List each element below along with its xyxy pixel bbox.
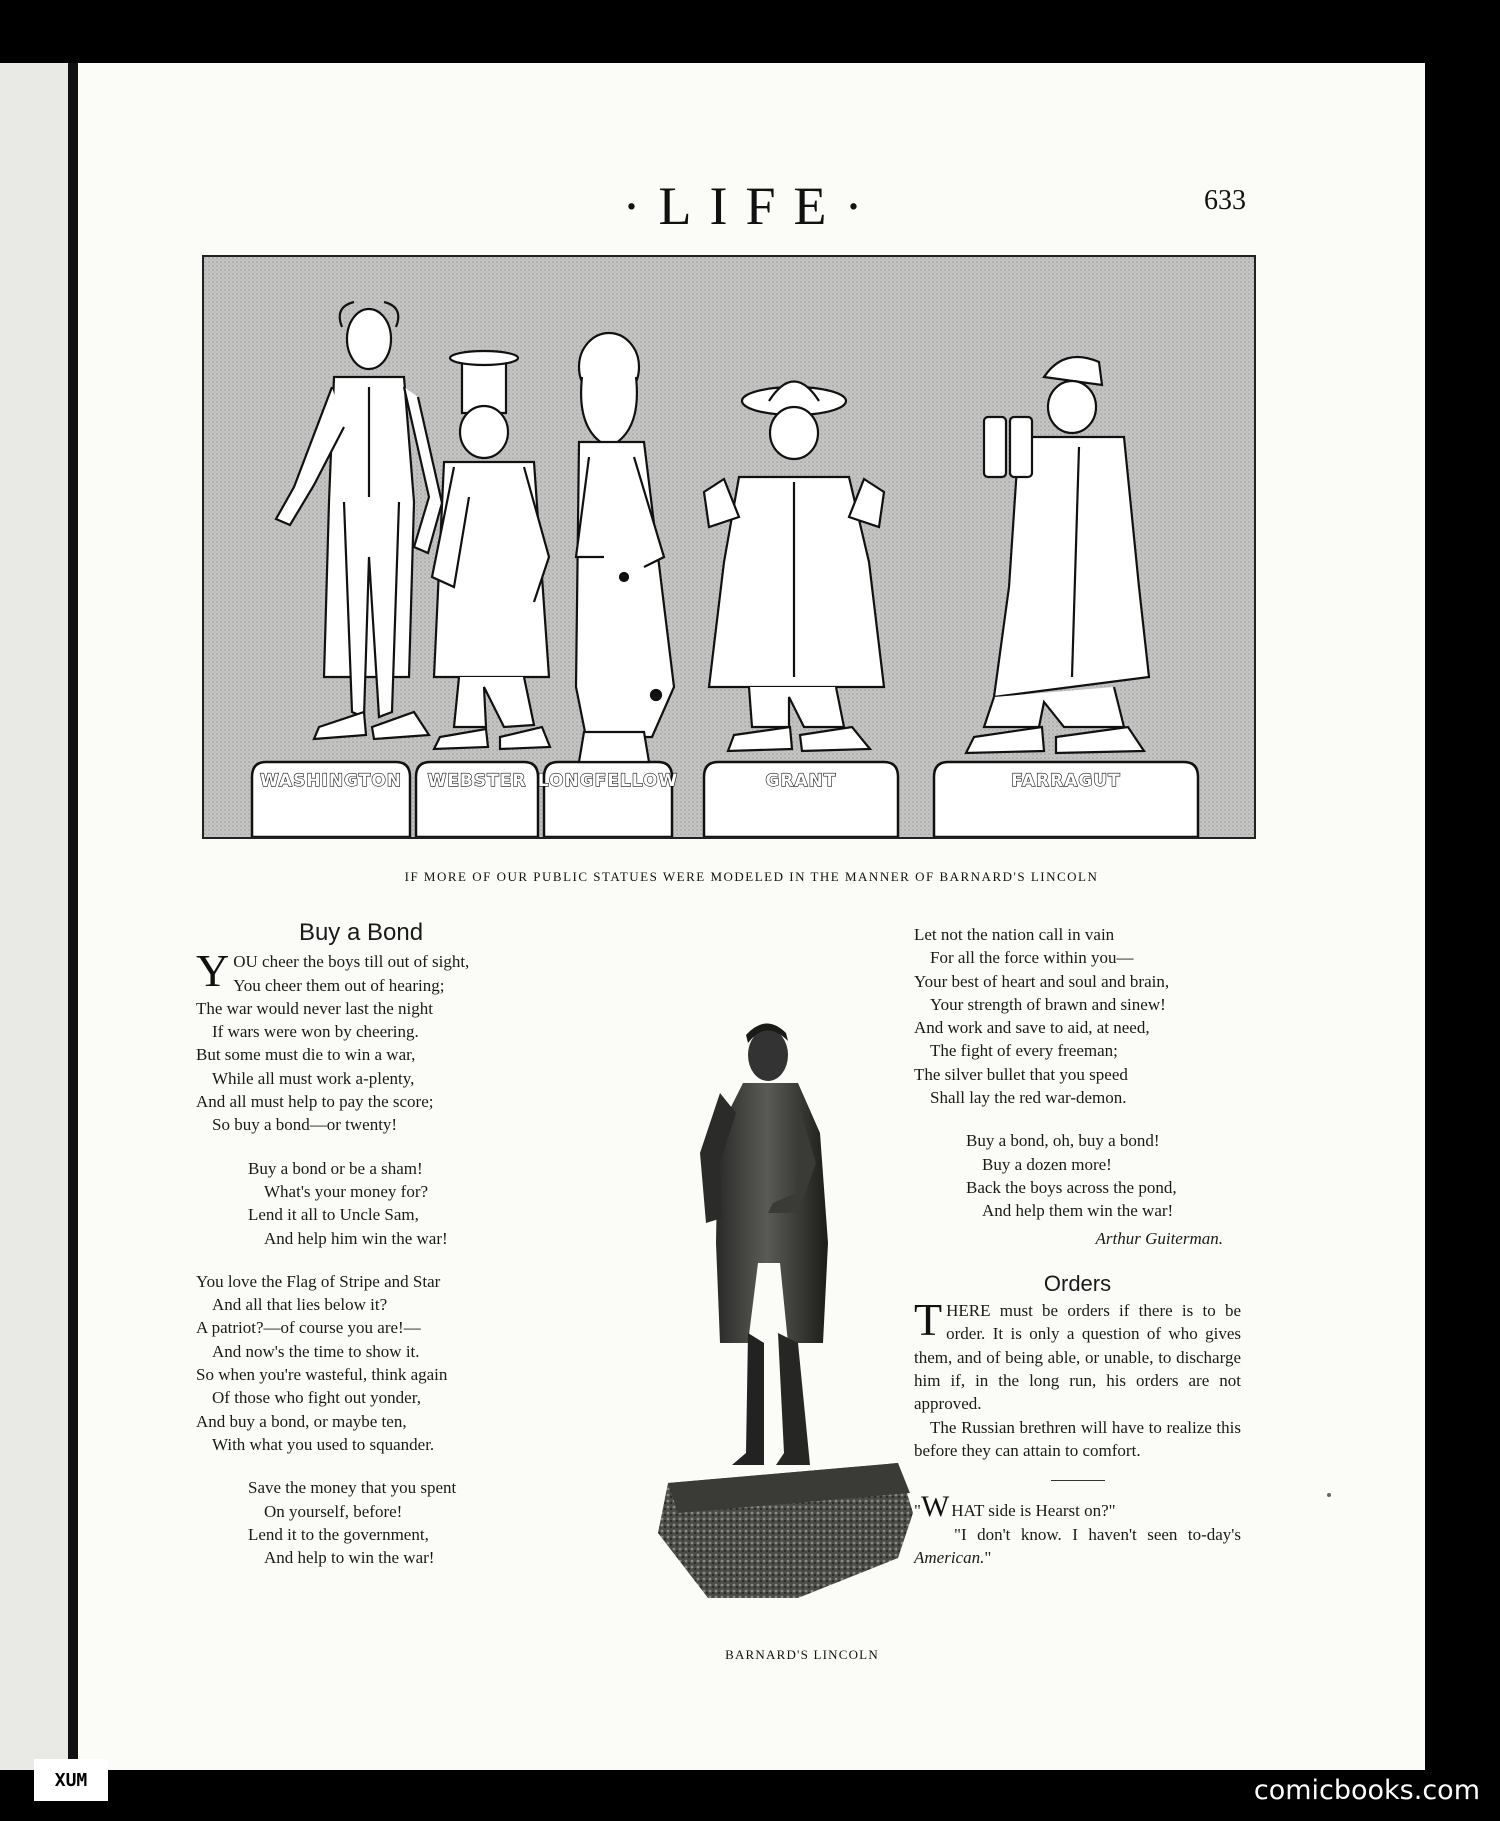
poem-line: So buy a bond—or twenty! — [212, 1115, 398, 1135]
poem-line: The silver bullet that you speed — [914, 1064, 1128, 1084]
poem-line: Buy a bond, oh, buy a bond! — [966, 1131, 1160, 1151]
scan-tag: XUM — [34, 1759, 108, 1801]
hearst-joke — [914, 1490, 1241, 1569]
joke-dropcap: W — [920, 1490, 950, 1524]
poem-line: The fight of every freeman; — [930, 1041, 1118, 1061]
cartoon-illustration — [204, 257, 1254, 837]
poem-line: Your strength of brawn and sinew! — [930, 994, 1166, 1014]
poem-stanza-5 — [914, 923, 1241, 1109]
poem-line: And help them win the war! — [982, 1201, 1174, 1221]
poem-line: Your best of heart and soul and brain, — [914, 971, 1170, 991]
joke-open-quote: " — [914, 1501, 921, 1521]
poem-title: Buy a Bond — [298, 919, 424, 946]
page-number: 633 — [1204, 185, 1246, 216]
poem-line: Save the money that you spent — [248, 1478, 457, 1498]
joke-line-2: "I don't know. I haven't seen to-day's — [954, 1524, 1241, 1544]
poem-line: OU cheer the boys till out of sight, — [233, 952, 470, 972]
label-grant: GRANT — [765, 771, 837, 791]
poem-line: Of those who fight out yonder, — [212, 1388, 421, 1408]
orders-title: Orders — [1043, 1270, 1112, 1296]
poem-line: And now's the time to show it. — [212, 1341, 420, 1361]
label-farragut: FARRAGUT — [1011, 771, 1121, 791]
label-webster: WEBSTER — [427, 771, 527, 791]
lincoln-statue-photo — [648, 1013, 958, 1598]
poem-stanza-6 — [914, 1129, 1241, 1222]
poem-line: A patriot?—of course you are!— — [196, 1318, 421, 1338]
poem-line: On yourself, before! — [264, 1501, 403, 1521]
magazine-page — [78, 63, 1425, 1770]
poem-line: Let not the nation call in vain — [914, 925, 1115, 944]
poem-line: And help him win the war! — [264, 1228, 448, 1248]
poem-line: Buy a bond or be a sham! — [248, 1158, 423, 1178]
poem-dropcap: Y — [196, 945, 230, 997]
statue-caption: BARNARD'S LINCOLN — [725, 1647, 879, 1662]
poem-line: Shall lay the red war-demon. — [930, 1088, 1127, 1108]
poem-line: With what you used to squander. — [212, 1434, 435, 1454]
poem-line: You love the Flag of Stripe and Star — [196, 1271, 441, 1291]
orders-dropcap: T — [914, 1294, 943, 1346]
orders-text — [914, 1294, 1241, 1462]
poem-stanza-1 — [196, 945, 526, 1136]
label-longfellow: LONGFELLOW — [537, 771, 679, 791]
watermark: comicbooks.com — [1253, 1775, 1480, 1806]
poem-line: You cheer them out of hearing; — [233, 975, 445, 995]
masthead-title: ·LIFE· — [622, 176, 881, 236]
cartoon-caption: IF MORE OF OUR PUBLIC STATUES WERE MODELED IN THE MANNER OF BARNARD'S LINCOLN — [404, 869, 1099, 884]
poem-line: If wars were won by cheering. — [212, 1022, 419, 1042]
poem-line: And buy a bond, or maybe ten, — [196, 1411, 407, 1431]
label-washington: WASHINGTON — [259, 771, 403, 791]
poem-line: Back the boys across the pond, — [966, 1177, 1177, 1197]
poem-signature: Arthur Guiterman. — [1095, 1228, 1223, 1248]
statues-cartoon — [202, 255, 1256, 839]
poem-line: What's your money for? — [264, 1181, 429, 1201]
joke-emphasis: American. — [914, 1547, 985, 1567]
joke-line-1: HAT side is Hearst on?" — [951, 1501, 1116, 1521]
poem-line: While all must work a-plenty, — [212, 1068, 415, 1088]
section-divider — [1051, 1480, 1105, 1481]
poem-line: But some must die to win a war, — [196, 1045, 416, 1065]
poem-line: Lend it to the government, — [248, 1524, 429, 1544]
joke-close-quote: " — [984, 1547, 992, 1567]
print-speck — [1327, 1493, 1331, 1497]
left-page-edge — [0, 63, 68, 1770]
orders-paragraph-2: The Russian brethren will have to realize this before they can attain to comfort. — [914, 1417, 1241, 1460]
poem-line: Buy a dozen more! — [982, 1154, 1112, 1174]
poem-left-column — [196, 921, 526, 1569]
poem-stanza-2 — [196, 1157, 526, 1250]
right-column — [914, 923, 1241, 1569]
poem-line: And work and save to aid, at need, — [914, 1018, 1150, 1038]
poem-stanza-3 — [196, 1270, 526, 1456]
orders-paragraph-1: HERE must be orders if there is to be order. It is only a question of who gives them, and of being able, or unable, to discharge him if, in the long run, his orders are not approved. — [914, 1301, 1241, 1414]
poem-line: And all that lies below it? — [212, 1295, 388, 1315]
poem-line: Lend it all to Uncle Sam, — [248, 1205, 419, 1225]
poem-line: So when you're wasteful, think again — [196, 1365, 448, 1385]
poem-line: And help to win the war! — [264, 1548, 435, 1568]
book-gutter — [68, 63, 78, 1770]
poem-line: The war would never last the night — [196, 998, 433, 1018]
poem-line: For all the force within you— — [930, 948, 1134, 968]
poem-stanza-4 — [196, 1476, 526, 1569]
poem-line: And all must help to pay the score; — [196, 1092, 434, 1112]
